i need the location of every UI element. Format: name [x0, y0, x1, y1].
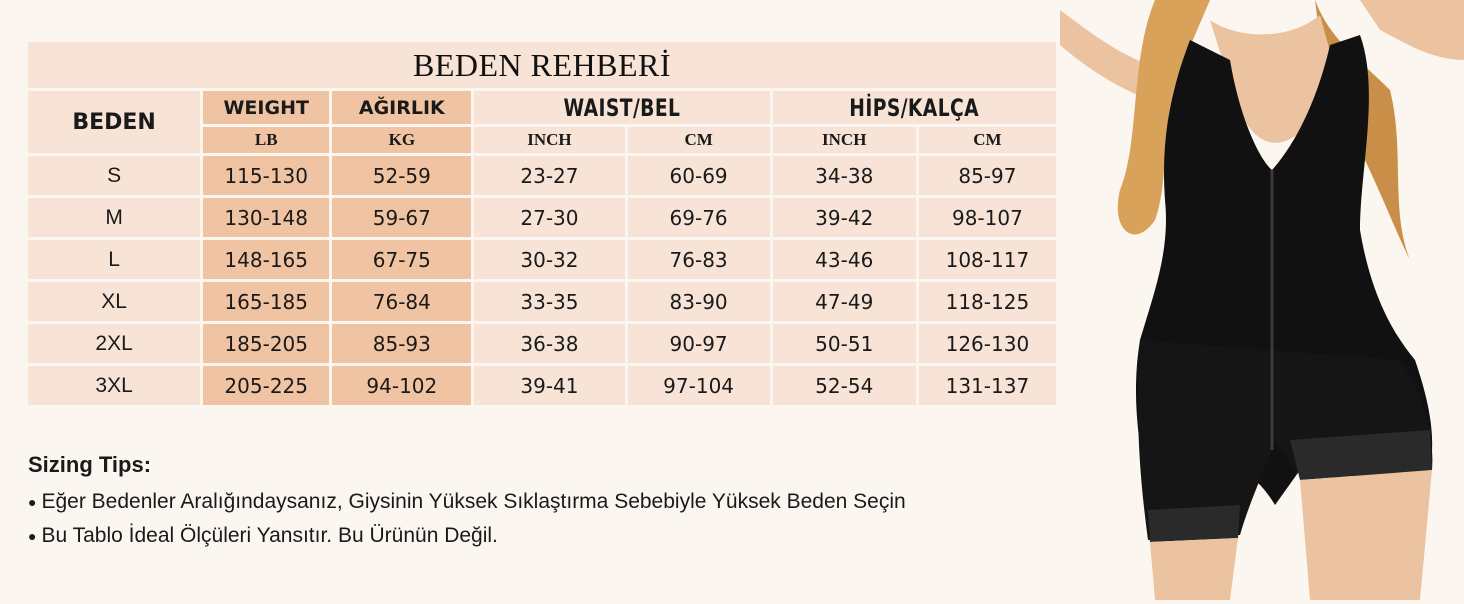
cell-size: M	[28, 198, 200, 237]
table-row	[28, 282, 1056, 321]
header-beden: BEDEN	[28, 91, 200, 153]
cell-waist-inch: 30-32	[474, 240, 624, 279]
cell-waist-inch: 27-30	[474, 198, 624, 237]
header-hips-label: HİPS/KALÇA	[849, 93, 980, 122]
subheader-kg: KG	[332, 127, 471, 153]
cell-hips-inch: 34-38	[773, 156, 916, 195]
cell-hips-cm: 131-137	[919, 366, 1056, 405]
header-agirlik: AĞIRLIK	[332, 91, 471, 124]
size-chart-title: BEDEN REHBERİ	[28, 42, 1056, 88]
tip-text: Eğer Bedenler Aralığındaysanız, Giysinin Yüksek Sıklaştırma Sebebiyle Yüksek Beden Seçin	[41, 490, 906, 513]
table-row	[28, 324, 1056, 363]
cell-hips-inch: 43-46	[773, 240, 916, 279]
model-photo	[1060, 0, 1464, 600]
cell-hips-cm: 118-125	[919, 282, 1056, 321]
cell-kg: 67-75	[332, 240, 471, 279]
header-weight: WEIGHT	[203, 91, 329, 124]
cell-size: 2XL	[28, 324, 200, 363]
header-waist-label: WAIST/BEL	[563, 93, 681, 122]
table-row	[28, 240, 1056, 279]
bullet-icon: ●	[28, 528, 37, 544]
subheader-lb: LB	[203, 127, 329, 153]
cell-lb: 165-185	[203, 282, 329, 321]
cell-waist-inch: 33-35	[474, 282, 624, 321]
header-waist	[474, 91, 769, 124]
cell-waist-inch: 39-41	[474, 366, 624, 405]
cell-waist-cm: 76-83	[628, 240, 770, 279]
cell-size: S	[28, 156, 200, 195]
cell-hips-cm: 85-97	[919, 156, 1056, 195]
cell-hips-inch: 50-51	[773, 324, 916, 363]
size-table	[25, 88, 1059, 408]
cell-lb: 185-205	[203, 324, 329, 363]
table-row	[28, 366, 1056, 405]
cell-hips-inch: 47-49	[773, 282, 916, 321]
cell-size: L	[28, 240, 200, 279]
table-row	[28, 198, 1056, 237]
tip-item	[28, 490, 906, 514]
cell-kg: 85-93	[332, 324, 471, 363]
cell-lb: 130-148	[203, 198, 329, 237]
cell-waist-cm: 97-104	[628, 366, 770, 405]
cell-size: XL	[28, 282, 200, 321]
tip-text: Bu Tablo İdeal Ölçüleri Yansıtır. Bu Ürünün Değil.	[41, 524, 498, 547]
cell-kg: 94-102	[332, 366, 471, 405]
cell-waist-cm: 90-97	[628, 324, 770, 363]
cell-hips-cm: 126-130	[919, 324, 1056, 363]
cell-hips-inch: 39-42	[773, 198, 916, 237]
cell-size: 3XL	[28, 366, 200, 405]
cell-waist-inch: 36-38	[474, 324, 624, 363]
cell-kg: 59-67	[332, 198, 471, 237]
cell-kg: 52-59	[332, 156, 471, 195]
table-row	[28, 156, 1056, 195]
cell-waist-inch: 23-27	[474, 156, 624, 195]
cell-lb: 115-130	[203, 156, 329, 195]
subheader-hips-inch: INCH	[773, 127, 916, 153]
cell-lb: 205-225	[203, 366, 329, 405]
bullet-icon: ●	[28, 494, 37, 510]
sizing-tips	[28, 452, 906, 558]
size-chart	[28, 42, 1056, 408]
cell-kg: 76-84	[332, 282, 471, 321]
cell-hips-cm: 108-117	[919, 240, 1056, 279]
sizing-tips-title: Sizing Tips:	[28, 452, 152, 477]
cell-hips-inch: 52-54	[773, 366, 916, 405]
model-wearing-black-bodysuit-icon	[1060, 0, 1464, 600]
cell-lb: 148-165	[203, 240, 329, 279]
subheader-hips-cm: CM	[919, 127, 1056, 153]
cell-waist-cm: 83-90	[628, 282, 770, 321]
cell-waist-cm: 69-76	[628, 198, 770, 237]
cell-waist-cm: 60-69	[628, 156, 770, 195]
tip-item	[28, 524, 906, 548]
header-hips	[773, 91, 1056, 124]
subheader-waist-cm: CM	[628, 127, 770, 153]
subheader-waist-inch: INCH	[474, 127, 624, 153]
cell-hips-cm: 98-107	[919, 198, 1056, 237]
